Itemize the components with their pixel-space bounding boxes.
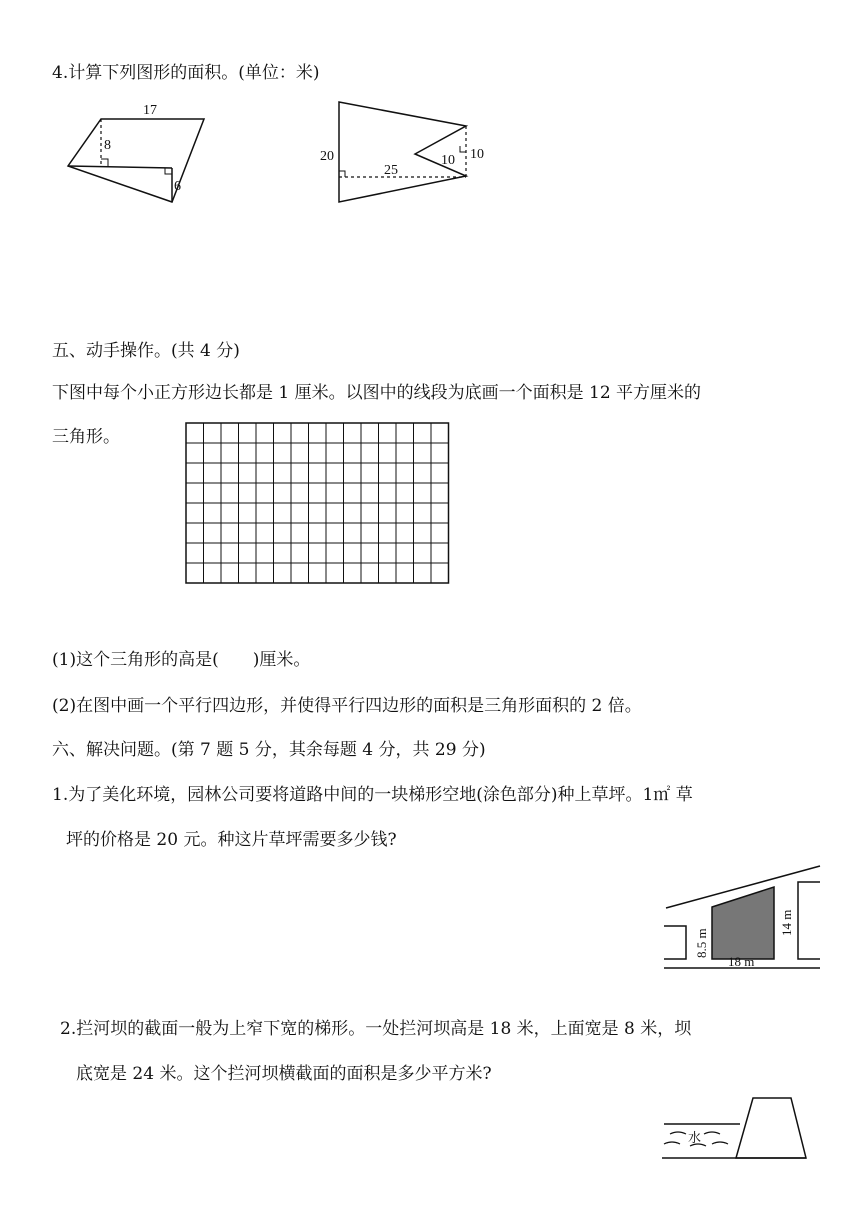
grid-cell (274, 443, 292, 463)
grid-cell (186, 523, 204, 543)
grid-cell (326, 463, 344, 483)
grid-cell (431, 523, 449, 543)
grid-cell (291, 543, 309, 563)
grid-cell (256, 523, 274, 543)
grid-cell (221, 463, 239, 483)
grid-cell (379, 463, 397, 483)
grid-cell (326, 563, 344, 583)
grid-cell (221, 563, 239, 583)
grid-cell (221, 443, 239, 463)
grid-cell (326, 483, 344, 503)
question-5-1-prefix: (1)这个三角形的高是( (52, 650, 219, 670)
grid-cell (186, 463, 204, 483)
label-8: 8 (104, 138, 111, 153)
grid-cell (274, 543, 292, 563)
grid-cell (414, 483, 432, 503)
grid-cell (414, 563, 432, 583)
grid-cell (361, 503, 379, 523)
grid-cell (309, 523, 327, 543)
grid-cell (291, 483, 309, 503)
grid-cell (326, 503, 344, 523)
label-10-inner: 10 (441, 153, 455, 168)
grid-cell (274, 463, 292, 483)
problem-1-line1: 1.为了美化环境，园林公司要将道路中间的一块梯形空地(涂色部分)种上草坪。1㎡ 草 (52, 785, 693, 805)
grid-cell (186, 543, 204, 563)
grid-cell (431, 503, 449, 523)
grid-cell (396, 563, 414, 583)
section-6-title: 六、解决问题。(第 7 题 5 分，其余每题 4 分，共 29 分) (52, 740, 486, 760)
grid-cell (256, 503, 274, 523)
grid-cell (239, 443, 257, 463)
grid-cell (291, 463, 309, 483)
grid-cell (256, 543, 274, 563)
grid-cell (186, 443, 204, 463)
question-5-1-suffix: )厘米。 (252, 650, 311, 670)
grid-cell (344, 503, 362, 523)
grid-cell (256, 423, 274, 443)
label-17: 17 (143, 103, 157, 118)
grid-cell (221, 423, 239, 443)
grid-cell (396, 443, 414, 463)
grid-cell (414, 423, 432, 443)
grid-cell (309, 543, 327, 563)
trapezoid-lawn-figure (662, 862, 822, 974)
grid-cell (239, 423, 257, 443)
grid-cell (239, 483, 257, 503)
grid-cell (326, 423, 344, 443)
grid-cell (379, 503, 397, 523)
label-6: 6 (174, 179, 181, 194)
dam-figure (660, 1094, 810, 1164)
grid-cell (379, 423, 397, 443)
grid-cell (326, 443, 344, 463)
section-5-desc-line1: 下图中每个小正方形边长都是 1 厘米。以图中的线段为底画一个面积是 12 平方厘米的 (52, 383, 702, 403)
grid-cell (379, 523, 397, 543)
grid-cell (204, 463, 222, 483)
grid-cell (239, 463, 257, 483)
grid-cell (291, 503, 309, 523)
grid-cell (239, 543, 257, 563)
grid-cell (344, 523, 362, 543)
grid-cell (344, 443, 362, 463)
grid-cell (379, 483, 397, 503)
grid-cell (396, 503, 414, 523)
grid-cell (204, 563, 222, 583)
grid-cell (291, 423, 309, 443)
grid-cell (204, 423, 222, 443)
grid-cell (326, 543, 344, 563)
grid-cell (291, 443, 309, 463)
grid-cell (431, 483, 449, 503)
grid-cell (239, 503, 257, 523)
grid-cell (204, 443, 222, 463)
grid-cell (309, 463, 327, 483)
parallelogram-figure (60, 98, 220, 213)
grid-cell (204, 523, 222, 543)
problem-1-line2: 坪的价格是 20 元。种这片草坪需要多少钱? (66, 830, 397, 850)
grid-cell (256, 483, 274, 503)
grid-cell (361, 423, 379, 443)
grid-cell (309, 563, 327, 583)
grid-cell (204, 543, 222, 563)
grid-cell (379, 543, 397, 563)
grid-cell (361, 463, 379, 483)
water-label: 水 (688, 1130, 702, 1145)
grid-cell (431, 463, 449, 483)
grid-cell (344, 423, 362, 443)
grid-cell (204, 483, 222, 503)
grid-cell (431, 543, 449, 563)
grid-cell (274, 503, 292, 523)
section-5-title: 五、动手操作。(共 4 分) (52, 341, 240, 361)
grid-cell (256, 563, 274, 583)
grid-cell (361, 543, 379, 563)
grid-cell (221, 543, 239, 563)
grid-cell (414, 503, 432, 523)
grid-cell (221, 483, 239, 503)
grid-cell (344, 543, 362, 563)
grid-cell (431, 563, 449, 583)
grid-cell (309, 483, 327, 503)
grid-cell (274, 563, 292, 583)
label-18m: 18 m (728, 954, 755, 969)
grid-cell (186, 563, 204, 583)
grid-cell (344, 483, 362, 503)
grid-cell (291, 563, 309, 583)
grid-cell (309, 423, 327, 443)
grid-cell (414, 443, 432, 463)
grid-cell (396, 543, 414, 563)
grid-cell (186, 423, 204, 443)
grid-cell (396, 463, 414, 483)
grid-cell (414, 543, 432, 563)
grid-cell (431, 443, 449, 463)
grid-cell (204, 503, 222, 523)
grid-cell (221, 503, 239, 523)
grid-cell (239, 523, 257, 543)
grid-cell (186, 483, 204, 503)
grid-cell (309, 443, 327, 463)
label-8-5m: 8.5 m (694, 928, 709, 958)
square-grid (185, 422, 451, 584)
grid-cell (186, 503, 204, 523)
grid-cell (274, 423, 292, 443)
q4-title: 4.计算下列图形的面积。(单位：米) (52, 63, 320, 83)
pentagon-figure (318, 98, 498, 208)
grid-cell (414, 523, 432, 543)
grid-cell (431, 423, 449, 443)
grid-cell (326, 523, 344, 543)
grid-cell (396, 483, 414, 503)
grid-cell (256, 463, 274, 483)
grid-cell (344, 563, 362, 583)
grid-cell (379, 563, 397, 583)
label-14m: 14 m (779, 909, 794, 936)
question-5-1 (52, 649, 310, 671)
grid-cell (361, 483, 379, 503)
problem-2-line1: 2.拦河坝的截面一般为上窄下宽的梯形。一处拦河坝高是 18 米，上面宽是 8 米，坝 (60, 1019, 692, 1039)
label-20: 20 (320, 149, 334, 164)
grid-cell (274, 523, 292, 543)
grid-cell (396, 423, 414, 443)
grid-cell (361, 443, 379, 463)
grid-cell (291, 523, 309, 543)
grid-cell (361, 563, 379, 583)
label-25: 25 (384, 163, 398, 178)
grid-cell (379, 443, 397, 463)
grid-cell (239, 563, 257, 583)
grid-cell (361, 523, 379, 543)
problem-2-line2: 底宽是 24 米。这个拦河坝横截面的面积是多少平方米? (76, 1064, 492, 1084)
grid-cell (344, 463, 362, 483)
grid-cell (221, 523, 239, 543)
section-5-desc-line2: 三角形。 (52, 427, 120, 447)
grid-cell (309, 503, 327, 523)
label-10-right: 10 (470, 147, 484, 162)
grid-cell (396, 523, 414, 543)
question-5-2: (2)在图中画一个平行四边形，并使得平行四边形的面积是三角形面积的 2 倍。 (52, 696, 642, 716)
grid-cell (274, 483, 292, 503)
grid-cell (414, 463, 432, 483)
grid-cell (256, 443, 274, 463)
